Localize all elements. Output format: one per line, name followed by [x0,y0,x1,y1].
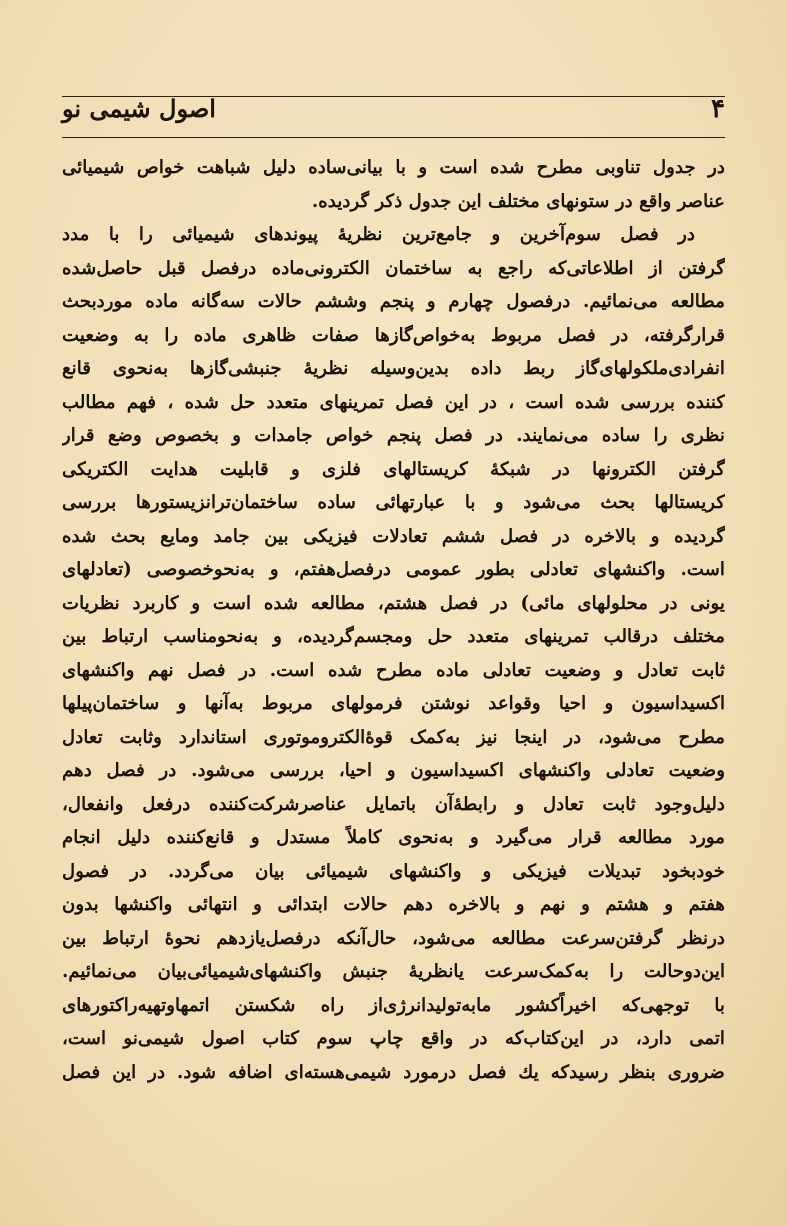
text-line: خودبخود تبدیلات فیزیکی و واکنشهای شیمیائی بیان می‌گردد. در فصول [62,860,725,882]
text-line: با توجهی‌که اخیراًکشور مابه‌تولیدانرژی‌از راه شکستن اتمهاوتهیه‌راکتورهای [62,994,725,1016]
body-text [62,151,725,1089]
text-line: کننده بررسی شده است ، در این فصل تمرینهای متعدد حل شده ، فهم مطالب [62,391,725,413]
text-line: یونی در محلولهای مائی) در فصل هشتم، مطالعه شده است و کاربرد نظریات [62,592,725,614]
text-line: مطالعه می‌نمائیم. درفصول چهارم و پنجم وششم حالات سه‌گانه ماده موردبحث [62,291,725,312]
header-rule-bottom [62,137,725,138]
text-line: گرفتن الکترونها در شبکهٔ کریستالهای فلزی و قابلیت هدایت الکتریکی [62,458,725,480]
text-line: درنظر گرفتن‌سرعت مطالعه می‌شود، حال‌آنکه درفصل‌یازدهم نحوهٔ ارتباط بین [62,927,725,949]
text-line: است. واکنشهای تعادلی بطور عمومی درفصل‌هفتم، و به‌نحوخصوصی (تعادلهای [62,559,725,580]
text-line: گرفتن از اطلاعاتی‌که راجع به ساختمان الکترونی‌ماده درفصل قبل حاصل‌شده [62,257,725,279]
text-line: در فصل سوم‌آخرین و جامع‌ترین نظریهٔ پیوندهای شیمیائی را با مدد [62,224,695,245]
text-line: قرارگرفته، در فصل مربوط به‌خواص‌گازها صفات ظاهری ماده را به وضعیت [62,324,725,346]
text-line: در جدول تناوبی مطرح شده است و با بیانی‌ساده دلیل شباهت خواص شیمیائی [62,157,725,178]
running-title: اصول شیمی نو [62,94,216,123]
text-line: مورد مطالعه قرار می‌گیرد و به‌نحوی کاملاً مستدل و قانع‌کننده دلیل انجام [62,827,725,848]
text-line: گردیده و بالاخره در فصل ششم تعادلات فیزیکی بین جامد ومایع بحث شده [62,525,725,547]
text-line: این‌دوحالت را به‌کمک‌سرعت یانظریهٔ جنبش واکنشهای‌شیمیائی‌بیان می‌نمائیم. [62,961,725,982]
page-header [62,88,725,138]
text-line: اتمی دارد، در این‌کتاب‌که در واقع چاپ سوم کتاب اصول شیمی‌نو است، [62,1028,725,1049]
text-line: دلیل‌وجود ثابت تعادل و رابطهٔ‌آن باتمایل عناصرشرکت‌کننده درفعل وانفعال، [62,793,725,815]
text-line: اکسیداسیون و احیا وقواعد نوشتن فرمولهای مربوط به‌آنها و ساختمان‌پیلها [62,693,725,714]
page-number: ۴ [711,94,725,124]
text-line: مطرح می‌شود، در اینجا نیز به‌کمک قوهٔ‌الکتروموتوری استاندارد وثابت تعادل [62,726,725,748]
text-line: کریستالها بحث می‌شود و با عبارتهائی ساده ساختمان‌ترانزیستورها بررسی [62,492,725,513]
text-line: انفرادی‌ملکولهای‌گاز ربط داده بدین‌وسیله نظریهٔ جنبشی‌گازها به‌نحوی قانع [62,358,725,379]
text-line: وضعیت تعادلی واکنشهای اکسیداسیون و احیا، بررسی می‌شود. در فصل دهم [62,760,725,781]
text-line: عناصر واقع در ستونهای مختلف این جدول ذکر گردیده. [311,190,725,212]
text-line: هفتم و هشتم و نهم و بالاخره دهم حالات ابتدائی و انتهائی واکنشها بدون [62,894,725,915]
text-line: نظری را ساده می‌نمایند. در فصل پنجم خواص جامدات و بخصوص وضع قرار [62,425,725,446]
text-line: مختلف درقالب تمرینهای متعدد حل ومجسم‌گردیده، و به‌نحومناسب ارتباط بین [62,626,725,647]
text-line: ضروری بنظر رسیدکه یك فصل درمورد شیمی‌هسته‌ای اضافه شود. در این فصل [62,1061,725,1083]
text-line: ثابت تعادل و وضعیت تعادلی ماده مطرح شده است. در فصل نهم واکنشهای [62,659,725,681]
